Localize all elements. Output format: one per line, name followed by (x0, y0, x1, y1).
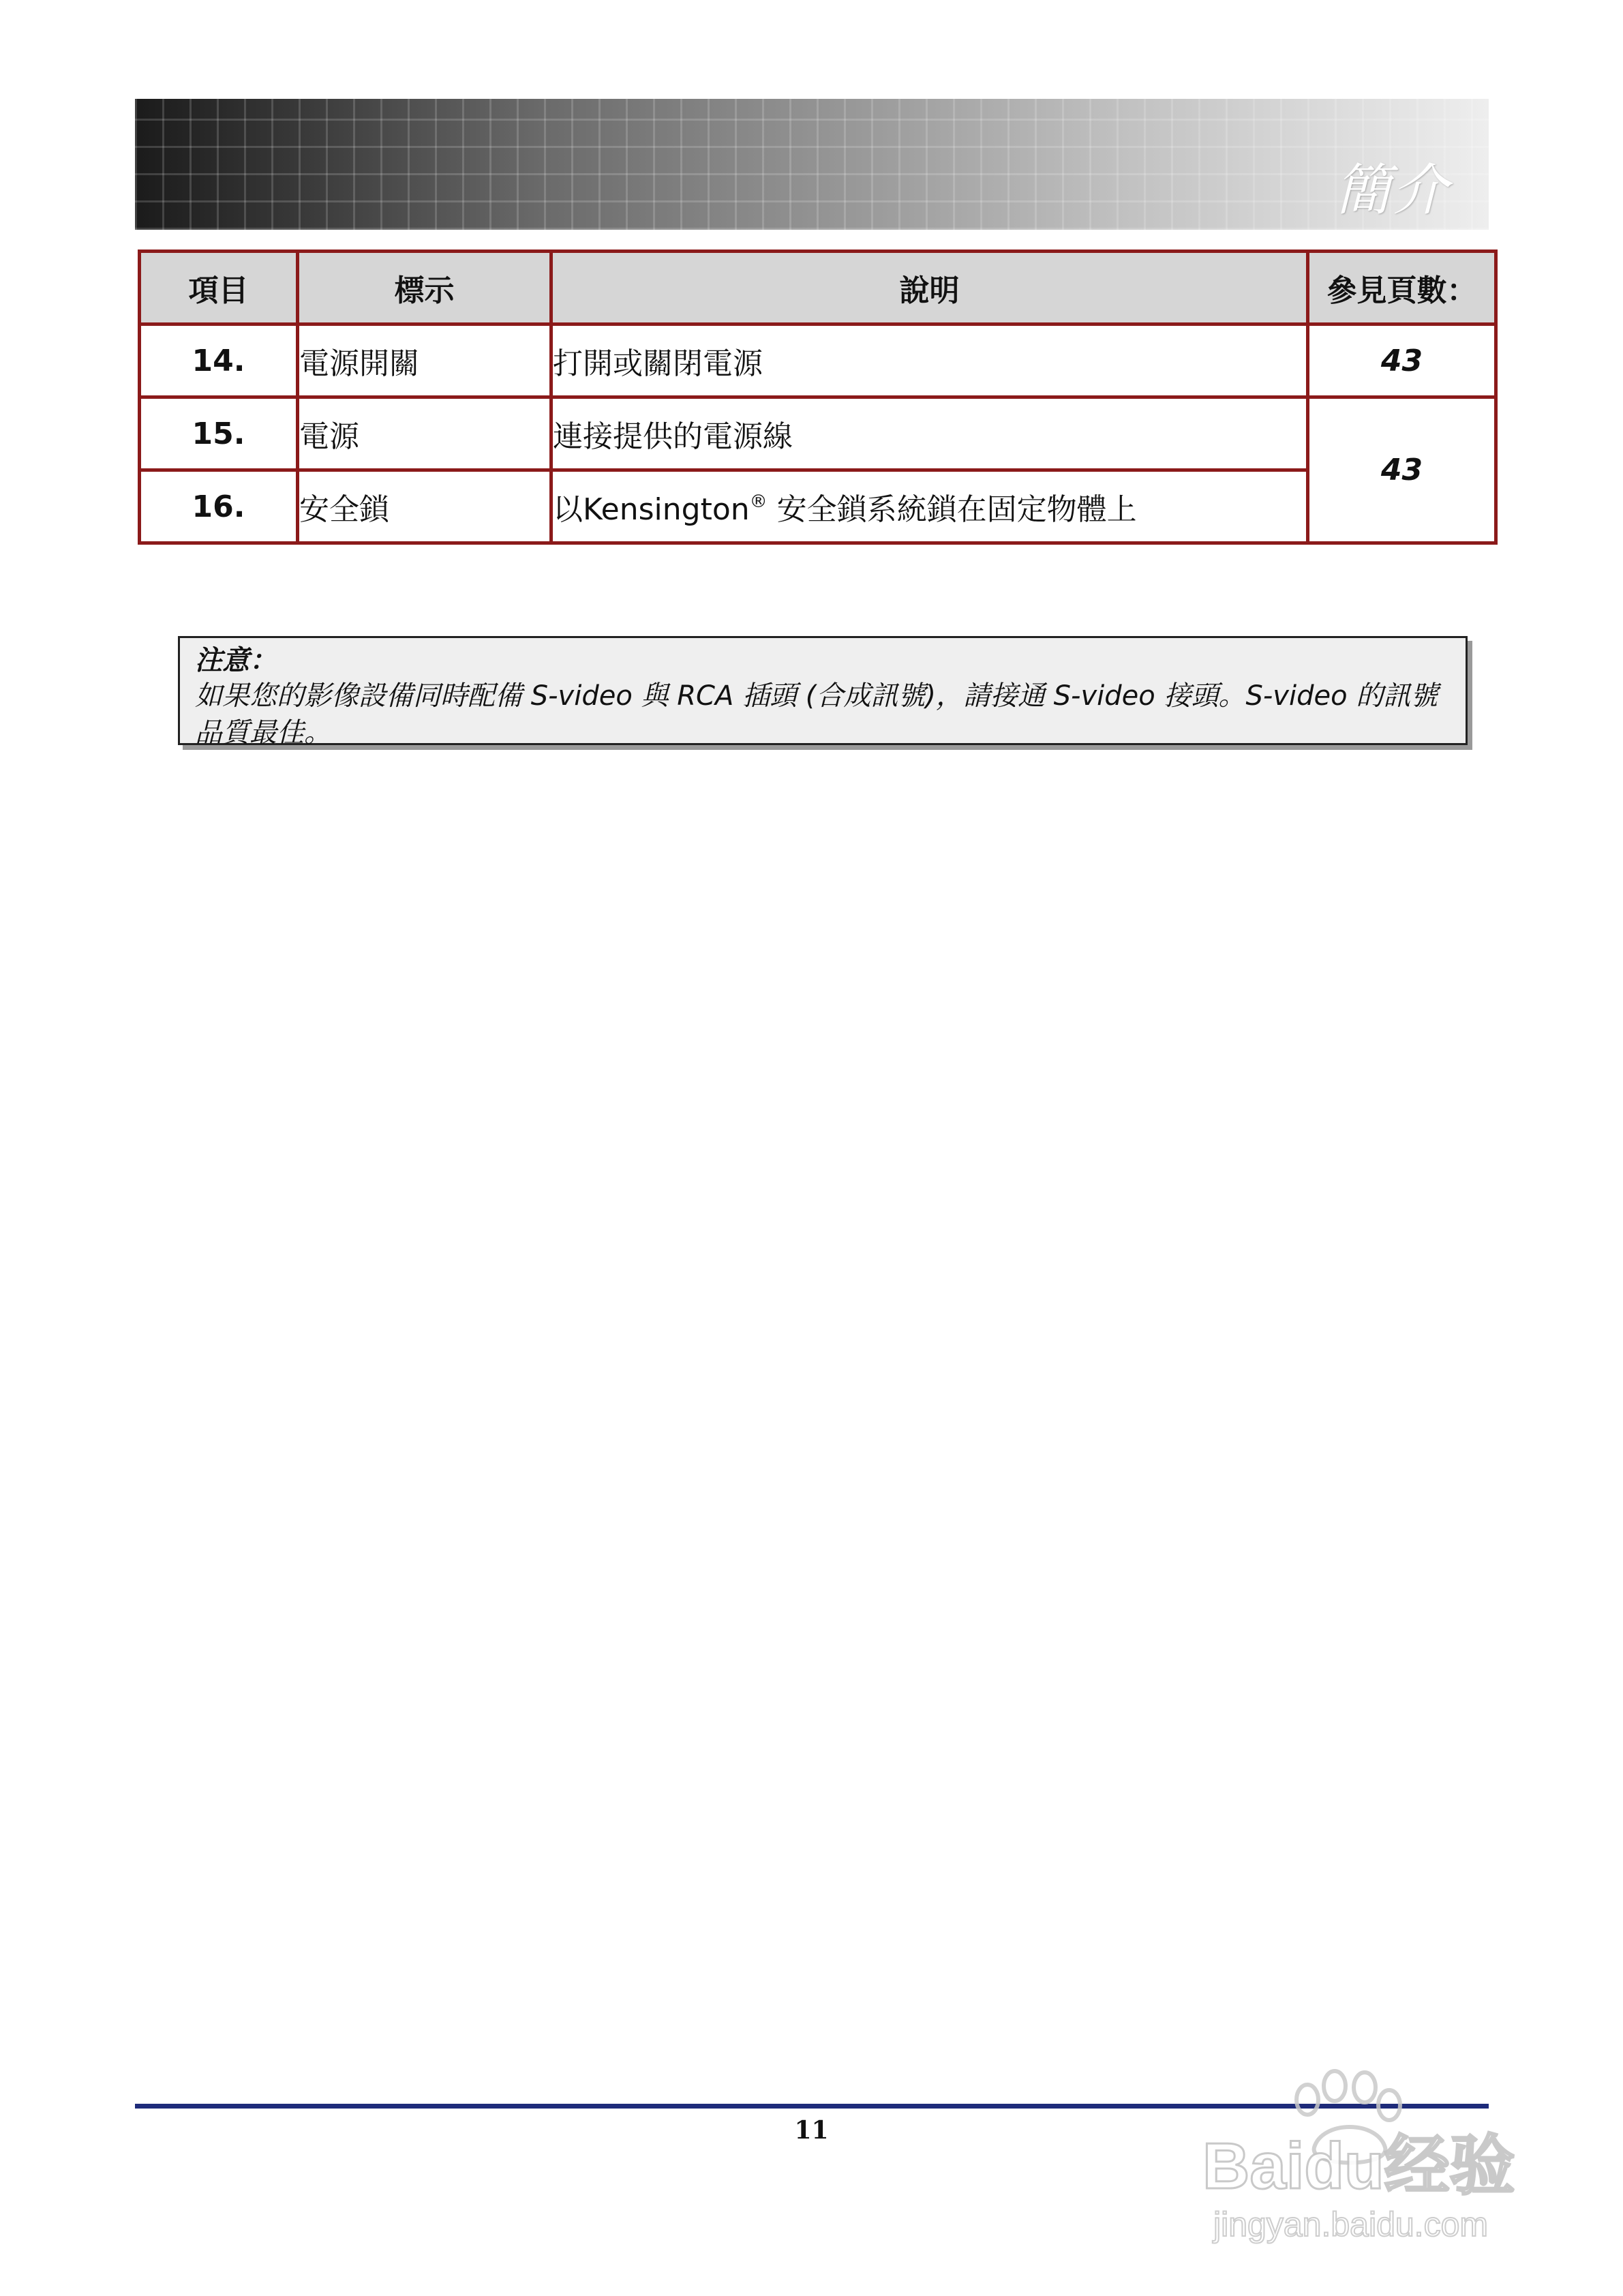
description-text: 以Kensington (553, 492, 750, 527)
header-page-ref: 參見頁數： (1308, 252, 1496, 324)
item-number: 14. (140, 324, 298, 397)
item-number: 16. (140, 470, 298, 543)
baidu-watermark (1152, 2052, 1534, 2256)
item-number: 15. (140, 397, 298, 470)
table-row (140, 470, 1496, 543)
note-title: 注意： (195, 645, 277, 676)
header-banner (135, 99, 1489, 230)
item-label: 電源開關 (298, 324, 551, 397)
header-item: 項目 (140, 252, 298, 324)
registered-mark: ® (749, 492, 768, 512)
header-description: 說明 (551, 252, 1308, 324)
table-row (140, 397, 1496, 470)
section-title: 簡介 (1335, 158, 1449, 223)
item-description: 打開或關閉電源 (551, 324, 1308, 397)
header-label: 標示 (298, 252, 551, 324)
watermark-brand: Baidu经验 (1202, 2130, 1515, 2203)
item-description (551, 470, 1308, 543)
note-box (178, 636, 1468, 749)
watermark-url: jingyan.baidu.com (1213, 2205, 1489, 2244)
item-page-ref: 43 (1308, 397, 1496, 543)
note-text: 如果您的影像設備同時配備 S-video 與 RCA 插頭 (合成訊號)，請接通 S-video 接頭。S-video 的訊號品質最佳。 (195, 680, 1438, 749)
item-label: 安全鎖 (298, 470, 551, 543)
item-description: 連接提供的電源線 (551, 397, 1308, 470)
description-text: 安全鎖系統鎖在固定物體上 (767, 492, 1137, 527)
page-number: 11 (794, 2116, 829, 2145)
table-row (140, 324, 1496, 397)
item-label: 電源 (298, 397, 551, 470)
footer-rule (135, 2104, 1489, 2109)
items-table (138, 250, 1498, 545)
item-page-ref: 43 (1308, 324, 1496, 397)
table-header-row (140, 252, 1496, 324)
